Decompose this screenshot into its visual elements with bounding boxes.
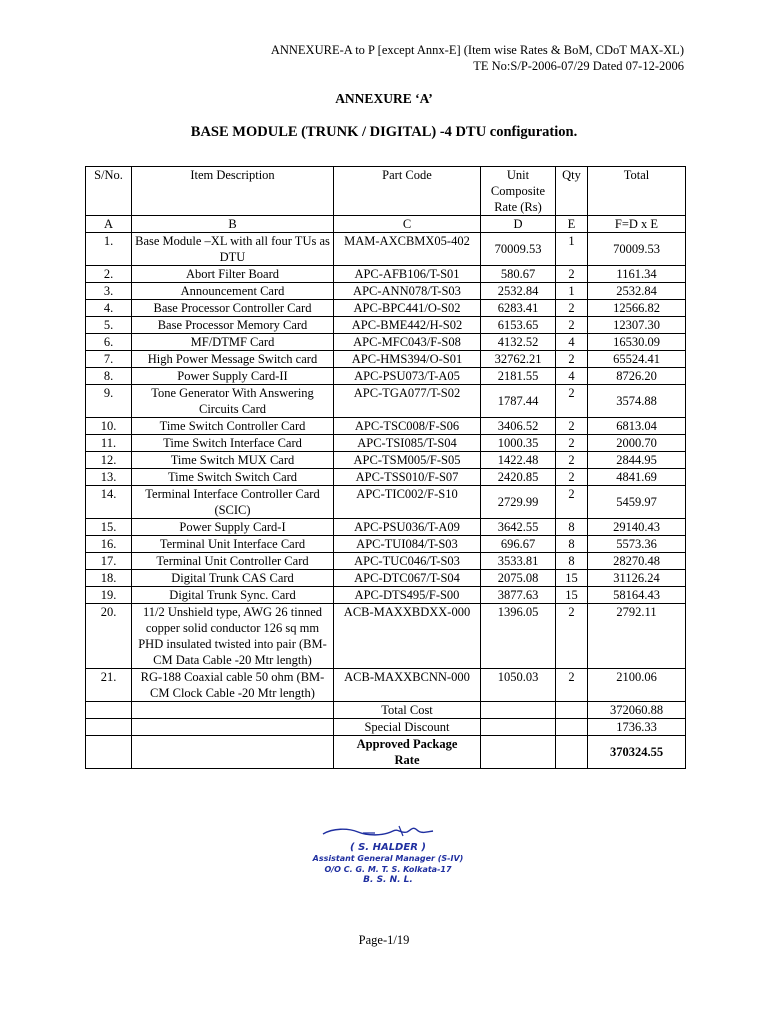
cell-description: Time Switch Switch Card bbox=[132, 469, 334, 486]
cell-sno: 10. bbox=[86, 418, 132, 435]
approved-rate-value: 370324.55 bbox=[588, 736, 686, 769]
cell-description: Power Supply Card-I bbox=[132, 519, 334, 536]
cell-sno: 18. bbox=[86, 570, 132, 587]
cell-unit-rate: 580.67 bbox=[481, 266, 556, 283]
cell-unit-rate: 1787.44 bbox=[481, 385, 556, 418]
cell-unit-rate: 6153.65 bbox=[481, 317, 556, 334]
column-letter: B bbox=[132, 216, 334, 233]
cell-qty: 2 bbox=[556, 604, 588, 669]
cell-description: Base Processor Memory Card bbox=[132, 317, 334, 334]
cell-sno: 8. bbox=[86, 368, 132, 385]
table-row bbox=[86, 368, 686, 385]
table-row bbox=[86, 587, 686, 604]
cell-description: Abort Filter Board bbox=[132, 266, 334, 283]
cell-part-code: APC-BME442/H-S02 bbox=[334, 317, 481, 334]
cell-empty bbox=[556, 719, 588, 736]
cell-sno: 14. bbox=[86, 486, 132, 519]
signatory-name: ( S. HALDER ) bbox=[350, 842, 426, 853]
cell-description: 11/2 Unshield type, AWG 26 tinned copper solid conductor 126 sq mm PHD insulated twisted into pair (BM-CM Data Cable -20 Mtr length) bbox=[132, 604, 334, 669]
cell-description: Base Module –XL with all four TUs as DTU bbox=[132, 233, 334, 266]
signature-stamp bbox=[303, 822, 473, 888]
column-letter: C bbox=[334, 216, 481, 233]
cell-part-code: APC-DTS495/F-S00 bbox=[334, 587, 481, 604]
header-unit-rate: Unit Composite Rate (Rs) bbox=[481, 167, 556, 216]
cell-unit-rate: 2532.84 bbox=[481, 283, 556, 300]
cell-qty: 1 bbox=[556, 283, 588, 300]
cell-qty: 2 bbox=[556, 669, 588, 702]
table-row bbox=[86, 669, 686, 702]
cell-qty: 2 bbox=[556, 385, 588, 418]
cell-sno: 6. bbox=[86, 334, 132, 351]
cell-qty: 1 bbox=[556, 233, 588, 266]
cell-description: Terminal Unit Interface Card bbox=[132, 536, 334, 553]
cell-sno: 12. bbox=[86, 452, 132, 469]
cell-part-code: APC-TSI085/T-S04 bbox=[334, 435, 481, 452]
cell-qty: 2 bbox=[556, 317, 588, 334]
cell-total: 12307.30 bbox=[588, 317, 686, 334]
cell-part-code: APC-TSC008/F-S06 bbox=[334, 418, 481, 435]
cell-unit-rate: 2729.99 bbox=[481, 486, 556, 519]
cell-qty: 2 bbox=[556, 351, 588, 368]
cell-part-code: APC-TSS010/F-S07 bbox=[334, 469, 481, 486]
cell-total: 65524.41 bbox=[588, 351, 686, 368]
total-cost-value: 372060.88 bbox=[588, 702, 686, 719]
cell-description: Tone Generator With Answering Circuits Card bbox=[132, 385, 334, 418]
cell-sno: 17. bbox=[86, 553, 132, 570]
table-row bbox=[86, 469, 686, 486]
cell-description: Time Switch Interface Card bbox=[132, 435, 334, 452]
cell-description: Terminal Unit Controller Card bbox=[132, 553, 334, 570]
cell-sno: 4. bbox=[86, 300, 132, 317]
cell-empty bbox=[132, 736, 334, 769]
cell-description: MF/DTMF Card bbox=[132, 334, 334, 351]
cell-unit-rate: 1396.05 bbox=[481, 604, 556, 669]
cell-part-code: APC-HMS394/O-S01 bbox=[334, 351, 481, 368]
table-row bbox=[86, 553, 686, 570]
cell-unit-rate: 3877.63 bbox=[481, 587, 556, 604]
cell-sno: 13. bbox=[86, 469, 132, 486]
cell-empty bbox=[132, 702, 334, 719]
cell-empty bbox=[481, 702, 556, 719]
table-row bbox=[86, 300, 686, 317]
table-row bbox=[86, 452, 686, 469]
cell-sno: 11. bbox=[86, 435, 132, 452]
cell-qty: 2 bbox=[556, 435, 588, 452]
cell-total: 31126.24 bbox=[588, 570, 686, 587]
cell-sno: 21. bbox=[86, 669, 132, 702]
table-row bbox=[86, 519, 686, 536]
column-letter: D bbox=[481, 216, 556, 233]
cell-total: 28270.48 bbox=[588, 553, 686, 570]
approved-rate-label: Approved Package Rate bbox=[334, 736, 481, 769]
table-row bbox=[86, 486, 686, 519]
cell-description: Time Switch MUX Card bbox=[132, 452, 334, 469]
page-number: Page-1/19 bbox=[358, 933, 410, 947]
cell-description: Power Supply Card-II bbox=[132, 368, 334, 385]
cell-part-code: APC-TSM005/F-S05 bbox=[334, 452, 481, 469]
cell-description: High Power Message Switch card bbox=[132, 351, 334, 368]
cell-part-code: ACB-MAXXBDXX-000 bbox=[334, 604, 481, 669]
cell-description: Digital Trunk Sync. Card bbox=[132, 587, 334, 604]
header-part-code: Part Code bbox=[334, 167, 481, 216]
approved-rate-row bbox=[86, 736, 686, 769]
cell-description: Terminal Interface Controller Card (SCIC) bbox=[132, 486, 334, 519]
table-row bbox=[86, 536, 686, 553]
document-header-line1: ANNEXURE-A to P [except Annx-E] (Item wise Rates & BoM, CDoT MAX-XL) bbox=[270, 43, 684, 57]
header-row bbox=[86, 167, 686, 216]
header-item-description: Item Description bbox=[132, 167, 334, 216]
cell-sno: 7. bbox=[86, 351, 132, 368]
cell-empty bbox=[556, 736, 588, 769]
cell-total: 4841.69 bbox=[588, 469, 686, 486]
cell-qty: 2 bbox=[556, 469, 588, 486]
cell-unit-rate: 696.67 bbox=[481, 536, 556, 553]
cell-qty: 8 bbox=[556, 553, 588, 570]
cell-part-code: APC-TGA077/T-S02 bbox=[334, 385, 481, 418]
cell-qty: 2 bbox=[556, 418, 588, 435]
cell-total: 6813.04 bbox=[588, 418, 686, 435]
cell-empty bbox=[86, 719, 132, 736]
cell-part-code: APC-PSU036/T-A09 bbox=[334, 519, 481, 536]
cell-part-code: MAM-AXCBMX05-402 bbox=[334, 233, 481, 266]
cell-part-code: APC-PSU073/T-A05 bbox=[334, 368, 481, 385]
cell-total: 58164.43 bbox=[588, 587, 686, 604]
cell-unit-rate: 2420.85 bbox=[481, 469, 556, 486]
cell-total: 5573.36 bbox=[588, 536, 686, 553]
column-letter: E bbox=[556, 216, 588, 233]
cell-qty: 2 bbox=[556, 300, 588, 317]
cell-total: 2000.70 bbox=[588, 435, 686, 452]
cell-unit-rate: 1050.03 bbox=[481, 669, 556, 702]
table-row bbox=[86, 435, 686, 452]
cell-part-code: APC-AFB106/T-S01 bbox=[334, 266, 481, 283]
cell-unit-rate: 3642.55 bbox=[481, 519, 556, 536]
table-row bbox=[86, 233, 686, 266]
discount-value: 1736.33 bbox=[588, 719, 686, 736]
cell-total: 3574.88 bbox=[588, 385, 686, 418]
cell-total: 5459.97 bbox=[588, 486, 686, 519]
cell-description: Base Processor Controller Card bbox=[132, 300, 334, 317]
signatory-office: O/O C. G. M. T. S. Kolkata-17 bbox=[324, 865, 452, 874]
cell-unit-rate: 2075.08 bbox=[481, 570, 556, 587]
table-row bbox=[86, 266, 686, 283]
cell-total: 2532.84 bbox=[588, 283, 686, 300]
document-title: BASE MODULE (TRUNK / DIGITAL) -4 DTU configuration. bbox=[190, 124, 578, 140]
cell-unit-rate: 4132.52 bbox=[481, 334, 556, 351]
cell-part-code: APC-TUC046/T-S03 bbox=[334, 553, 481, 570]
cell-empty bbox=[481, 719, 556, 736]
cell-total: 70009.53 bbox=[588, 233, 686, 266]
cell-empty bbox=[86, 702, 132, 719]
cell-sno: 20. bbox=[86, 604, 132, 669]
cell-qty: 8 bbox=[556, 519, 588, 536]
cell-description: Announcement Card bbox=[132, 283, 334, 300]
table-row bbox=[86, 317, 686, 334]
cell-sno: 2. bbox=[86, 266, 132, 283]
cell-qty: 2 bbox=[556, 486, 588, 519]
total-cost-label: Total Cost bbox=[334, 702, 481, 719]
total-cost-row bbox=[86, 702, 686, 719]
cell-total: 2792.11 bbox=[588, 604, 686, 669]
cell-sno: 9. bbox=[86, 385, 132, 418]
cell-part-code: ACB-MAXXBCNN-000 bbox=[334, 669, 481, 702]
cell-qty: 2 bbox=[556, 452, 588, 469]
cell-sno: 15. bbox=[86, 519, 132, 536]
cell-total: 16530.09 bbox=[588, 334, 686, 351]
cell-description: Digital Trunk CAS Card bbox=[132, 570, 334, 587]
table-row bbox=[86, 570, 686, 587]
table-row bbox=[86, 385, 686, 418]
cell-part-code: APC-MFC043/F-S08 bbox=[334, 334, 481, 351]
cell-qty: 2 bbox=[556, 266, 588, 283]
table-row bbox=[86, 351, 686, 368]
cell-unit-rate: 6283.41 bbox=[481, 300, 556, 317]
cell-unit-rate: 2181.55 bbox=[481, 368, 556, 385]
table-row bbox=[86, 604, 686, 669]
cell-qty: 4 bbox=[556, 368, 588, 385]
table-row bbox=[86, 283, 686, 300]
cell-description: RG-188 Coaxial cable 50 ohm (BM-CM Clock Cable -20 Mtr length) bbox=[132, 669, 334, 702]
cell-sno: 3. bbox=[86, 283, 132, 300]
cell-description: Time Switch Controller Card bbox=[132, 418, 334, 435]
cell-qty: 4 bbox=[556, 334, 588, 351]
cell-part-code: APC-TUI084/T-S03 bbox=[334, 536, 481, 553]
cell-sno: 19. bbox=[86, 587, 132, 604]
cell-unit-rate: 3406.52 bbox=[481, 418, 556, 435]
cell-empty bbox=[86, 736, 132, 769]
annexure-heading: ANNEXURE ‘A’ bbox=[335, 91, 433, 106]
cell-empty bbox=[556, 702, 588, 719]
signature-scribble bbox=[303, 822, 473, 842]
cell-total: 2844.95 bbox=[588, 452, 686, 469]
table-row bbox=[86, 418, 686, 435]
header-total: Total bbox=[588, 167, 686, 216]
cell-sno: 16. bbox=[86, 536, 132, 553]
cell-empty bbox=[132, 719, 334, 736]
column-letter: A bbox=[86, 216, 132, 233]
column-letter-row bbox=[86, 216, 686, 233]
cell-empty bbox=[481, 736, 556, 769]
cell-part-code: APC-BPC441/O-S02 bbox=[334, 300, 481, 317]
header-qty: Qty bbox=[556, 167, 588, 216]
bom-table bbox=[85, 166, 686, 769]
cell-total: 2100.06 bbox=[588, 669, 686, 702]
cell-sno: 5. bbox=[86, 317, 132, 334]
cell-qty: 8 bbox=[556, 536, 588, 553]
cell-part-code: APC-DTC067/T-S04 bbox=[334, 570, 481, 587]
cell-total: 8726.20 bbox=[588, 368, 686, 385]
document-header-line2: TE No:S/P-2006-07/29 Dated 07-12-2006 bbox=[473, 59, 684, 73]
cell-total: 1161.34 bbox=[588, 266, 686, 283]
cell-part-code: APC-TIC002/F-S10 bbox=[334, 486, 481, 519]
header-sno: S/No. bbox=[86, 167, 132, 216]
cell-unit-rate: 1000.35 bbox=[481, 435, 556, 452]
cell-unit-rate: 70009.53 bbox=[481, 233, 556, 266]
cell-total: 12566.82 bbox=[588, 300, 686, 317]
cell-total: 29140.43 bbox=[588, 519, 686, 536]
column-letter: F=D x E bbox=[588, 216, 686, 233]
cell-unit-rate: 32762.21 bbox=[481, 351, 556, 368]
discount-row bbox=[86, 719, 686, 736]
signatory-org: B. S. N. L. bbox=[363, 875, 413, 885]
signatory-designation: Assistant General Manager (S-IV) bbox=[312, 854, 464, 863]
discount-label: Special Discount bbox=[334, 719, 481, 736]
table-row bbox=[86, 334, 686, 351]
cell-unit-rate: 1422.48 bbox=[481, 452, 556, 469]
cell-part-code: APC-ANN078/T-S03 bbox=[334, 283, 481, 300]
cell-unit-rate: 3533.81 bbox=[481, 553, 556, 570]
cell-qty: 15 bbox=[556, 587, 588, 604]
cell-sno: 1. bbox=[86, 233, 132, 266]
cell-qty: 15 bbox=[556, 570, 588, 587]
